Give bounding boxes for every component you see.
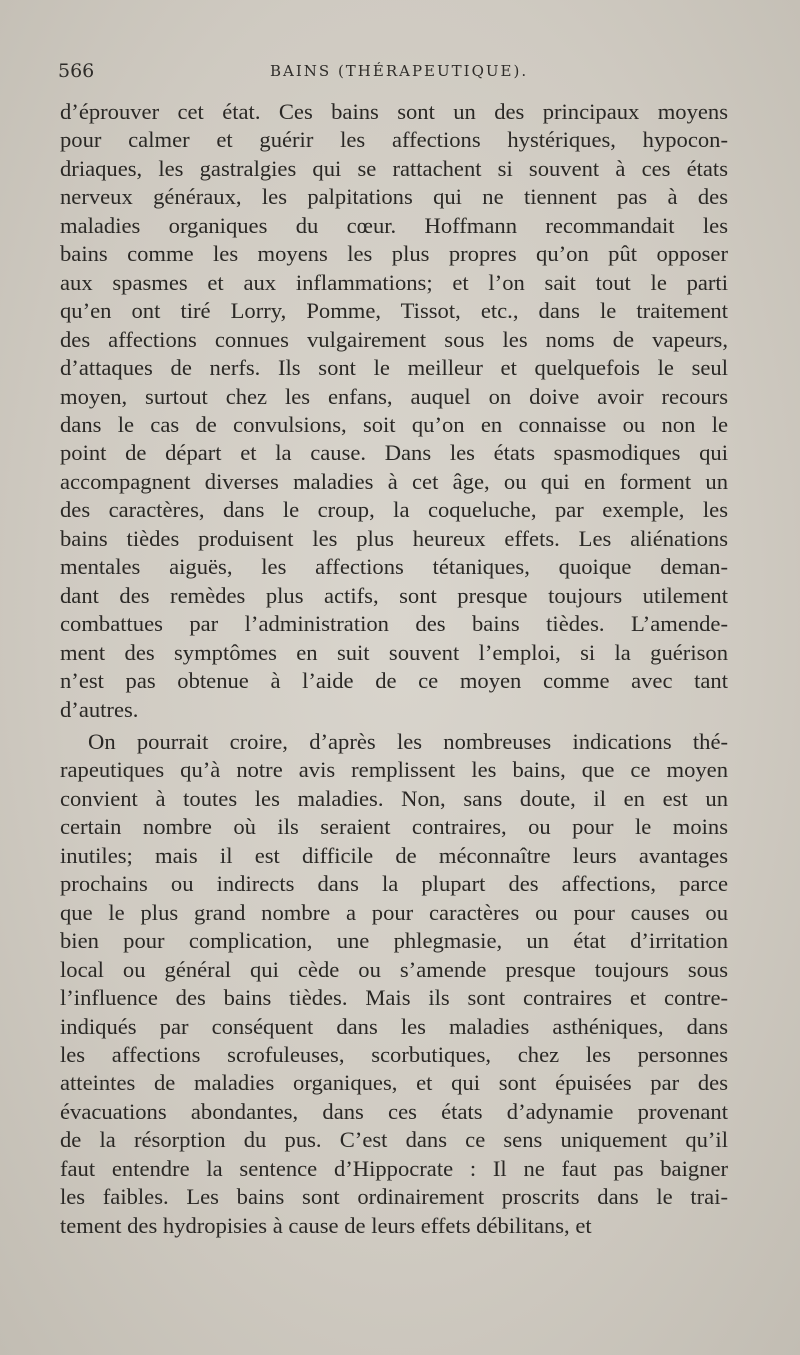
text-line: évacuations abondantes, dans ces états d’adynamie provenant [60, 1098, 728, 1124]
text-line: dans le cas de convulsions, soit qu’on en connaisse ou non le [60, 411, 728, 437]
text-line: pour calmer et guérir les affections hystériques, hypocon- [60, 127, 728, 153]
text-line: prochains ou indirects dans la plupart des affections, parce [60, 871, 728, 897]
text-line: d’autres. [60, 696, 139, 722]
text-line: aux spasmes et aux inflammations; et l’on sait tout le parti [60, 269, 728, 295]
text-line: d’attaques de nerfs. Ils sont le meilleur et quelquefois le seul [60, 355, 728, 381]
text-line: local ou général qui cède ou s’amende presque toujours sous [60, 956, 728, 982]
text-line: convient à toutes les maladies. Non, sans doute, il en est un [60, 785, 728, 811]
text-line: les affections scrofuleuses, scorbutiques, chez les personnes [60, 1041, 728, 1067]
text-line: qu’en ont tiré Lorry, Pomme, Tissot, etc., dans le traitement [60, 298, 728, 324]
text-line: bains tièdes produisent les plus heureux effets. Les aliénations [60, 525, 728, 551]
body-text [60, 98, 728, 1240]
text-line: d’éprouver cet état. Ces bains sont un des principaux moyens [60, 99, 728, 124]
text-line: les faibles. Les bains sont ordinairement proscrits dans le trai- [60, 1184, 728, 1210]
page-header [58, 60, 738, 90]
paragraph [60, 98, 728, 724]
text-line: certain nombre où ils seraient contraires, ou pour le moins [60, 814, 728, 840]
text-line: faut entendre la sentence d’Hippocrate : Il ne faut pas baigner [60, 1155, 728, 1181]
text-line: nerveux généraux, les palpitations qui ne tiennent pas à des [60, 184, 728, 210]
text-line: bains comme les moyens les plus propres qu’on pût opposer [60, 241, 728, 267]
text-line: ment des symptômes en suit souvent l’emploi, si la guérison [60, 639, 728, 665]
text-line: maladies organiques du cœur. Hoffmann recommandait les [60, 212, 728, 238]
text-line: inutiles; mais il est difficile de méconnaître leurs avantages [60, 842, 728, 868]
text-line: de la résorption du pus. C’est dans ce sens uniquement qu’il [60, 1127, 728, 1153]
page-number: 566 [58, 60, 95, 82]
text-line: des caractères, dans le croup, la coqueluche, par exemple, les [60, 497, 728, 523]
text-line: des affections connues vulgairement sous les noms de vapeurs, [60, 326, 728, 352]
text-line: que le plus grand nombre a pour caractères ou pour causes ou [60, 899, 728, 925]
text-line: mentales aiguës, les affections tétaniques, quoique deman- [60, 554, 728, 580]
text-line: combattues par l’administration des bains tièdes. L’amende- [60, 611, 728, 637]
text-line: rapeutiques qu’à notre avis remplissent les bains, que ce moyen [60, 757, 728, 783]
text-line: driaques, les gastralgies qui se rattachent si souvent à ces états [60, 155, 728, 181]
text-line: point de départ et la cause. Dans les états spasmodiques qui [60, 440, 728, 466]
text-line: accompagnent diverses maladies à cet âge, ou qui en forment un [60, 468, 728, 494]
text-line: indiqués par conséquent dans les maladies asthéniques, dans [60, 1013, 728, 1039]
text-line: moyen, surtout chez les enfans, auquel on doive avoir recours [60, 383, 728, 409]
text-line: n’est pas obtenue à l’aide de ce moyen comme avec tant [60, 668, 728, 694]
text-line: tement des hydropisies à cause de leurs effets débilitans, et [60, 1212, 592, 1238]
text-line: On pourrait croire, d’après les nombreuses indications thé- [88, 728, 728, 754]
running-head: BAINS (THÉRAPEUTIQUE). [270, 62, 529, 80]
text-line: bien pour complication, une phlegmasie, un état d’irritation [60, 928, 728, 954]
text-line: dant des remèdes plus actifs, sont presque toujours utilement [60, 582, 728, 608]
text-line: l’influence des bains tièdes. Mais ils sont contraires et contre- [60, 985, 728, 1011]
paragraph [60, 728, 728, 1240]
text-line: atteintes de maladies organiques, et qui sont épuisées par des [60, 1070, 728, 1096]
